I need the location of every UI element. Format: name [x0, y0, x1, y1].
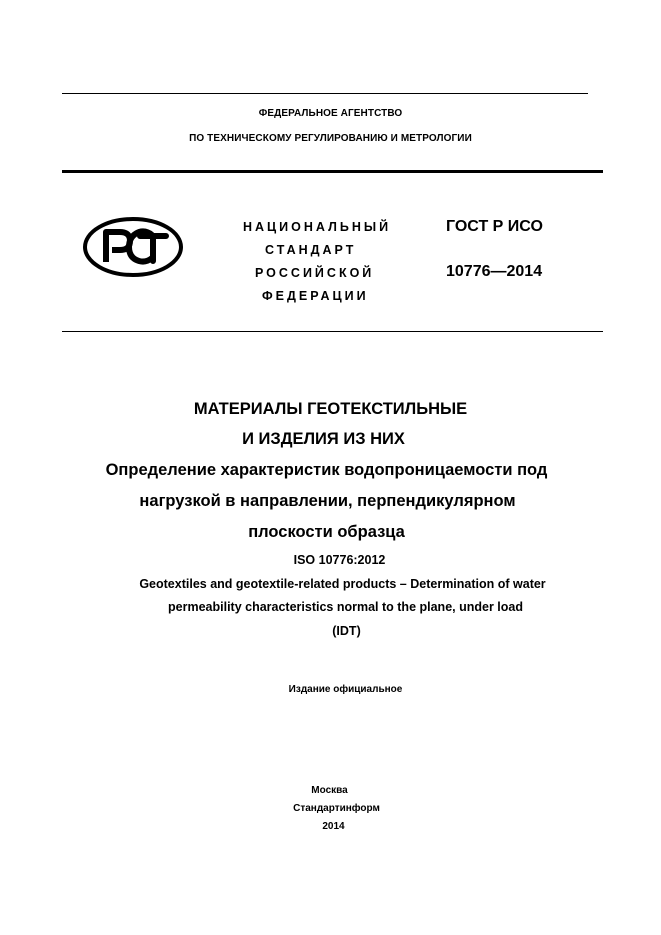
imprint-year: 2014: [322, 821, 345, 832]
header-divider: [62, 170, 603, 173]
title-line3: Определение характеристик водопроницаемости под: [105, 461, 548, 479]
top-divider: [62, 93, 588, 94]
rst-logo-icon: [82, 216, 184, 278]
imprint-publisher: Стандартинформ: [293, 803, 380, 814]
standard-type-line2: СТАНДАРТ: [265, 243, 357, 257]
agency-name-line1: ФЕДЕРАЛЬНОЕ АГЕНТСТВО: [258, 108, 403, 119]
edition-note: Издание официальное: [288, 684, 403, 695]
imprint-city: Москва: [311, 785, 348, 796]
standard-type-line1: НАЦИОНАЛЬНЫЙ: [243, 220, 392, 234]
title-line1: МАТЕРИАЛЫ ГЕОТЕКСТИЛЬНЫЕ: [193, 400, 468, 418]
iso-english-title-line1: Geotextiles and geotextile-related products – Determination of water: [139, 577, 546, 591]
iso-code: ISO 10776:2012: [293, 553, 386, 567]
standard-designation-line1: ГОСТ Р ИСО: [446, 218, 543, 235]
standard-type-line4: ФЕДЕРАЦИИ: [262, 289, 369, 303]
block-divider: [62, 331, 603, 332]
agency-name-line2: ПО ТЕХНИЧЕСКОМУ РЕГУЛИРОВАНИЮ И МЕТРОЛОГИИ: [189, 133, 472, 144]
standard-designation-line2: 10776—2014: [446, 263, 543, 280]
iso-identity: (IDT): [332, 624, 361, 638]
standard-type-line3: РОССИЙСКОЙ: [255, 266, 375, 280]
title-line4: нагрузкой в направлении, перпендикулярном: [139, 492, 516, 510]
iso-english-title-line2: permeability characteristics normal to the plane, under load: [168, 600, 523, 614]
title-line5: плоскости образца: [248, 523, 405, 541]
title-line2: И ИЗДЕЛИЯ ИЗ НИХ: [242, 430, 405, 448]
